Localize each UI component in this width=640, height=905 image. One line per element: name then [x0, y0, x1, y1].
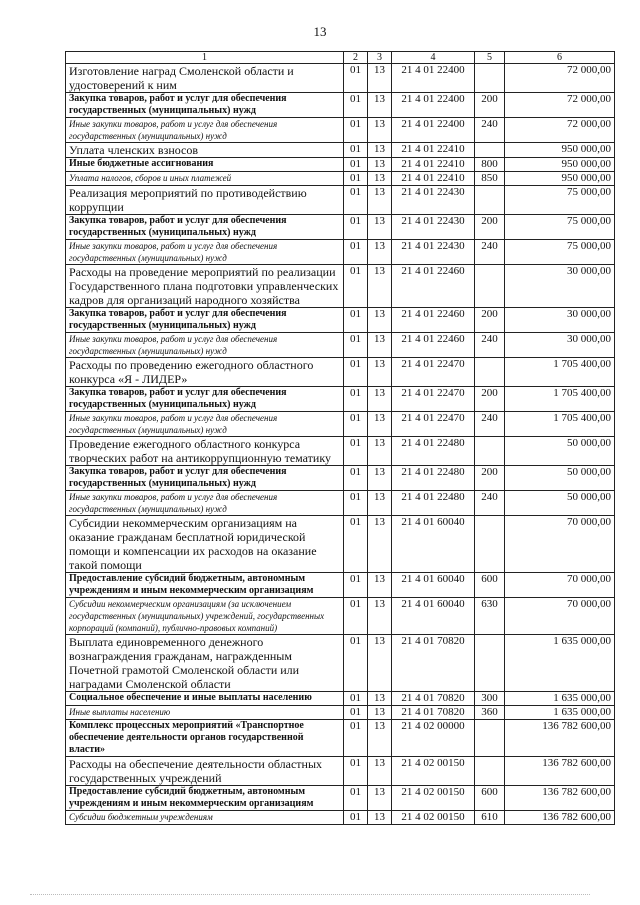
row-subsection-cell: 13: [368, 172, 392, 186]
table-row: [66, 240, 615, 265]
row-subsection-cell: 13: [368, 706, 392, 720]
row-target-code-cell: 21 4 01 22470: [392, 412, 475, 437]
row-target-code-cell: 21 4 01 22470: [392, 387, 475, 412]
bottom-dotted-line: [30, 894, 590, 895]
row-name-cell: Уплата налогов, сборов и иных платежей: [66, 172, 344, 186]
row-expense-type-cell: 600: [475, 573, 505, 598]
row-subsection-cell: 13: [368, 692, 392, 706]
table-row: [66, 412, 615, 437]
table-row: [66, 692, 615, 706]
table-row: [66, 786, 615, 811]
row-name-cell: Расходы на проведение мероприятий по реализации Государственного плана подготовки управленческих кадров для организаций народного хозяйства: [66, 265, 344, 308]
row-name-cell: Расходы по проведению ежегодного областного конкурса «Я - ЛИДЕР»: [66, 358, 344, 387]
row-section-cell: 01: [344, 692, 368, 706]
row-amount-cell: 1 635 000,00: [505, 635, 615, 692]
row-subsection-cell: 13: [368, 412, 392, 437]
row-amount-cell: 50 000,00: [505, 437, 615, 466]
row-section-cell: 01: [344, 720, 368, 757]
row-expense-type-cell: 300: [475, 692, 505, 706]
row-name-cell: Закупка товаров, работ и услуг для обеспечения государственных (муниципальных) нужд: [66, 93, 344, 118]
row-expense-type-cell: 800: [475, 158, 505, 172]
row-target-code-cell: 21 4 01 22460: [392, 333, 475, 358]
row-expense-type-cell: 240: [475, 333, 505, 358]
row-subsection-cell: 13: [368, 308, 392, 333]
row-section-cell: 01: [344, 308, 368, 333]
header-col-2: 2: [344, 52, 368, 64]
row-name-cell: Иные закупки товаров, работ и услуг для обеспечения государственных (муниципальных) нужд: [66, 491, 344, 516]
row-name-cell: Расходы на обеспечение деятельности областных государственных учреждений: [66, 757, 344, 786]
row-expense-type-cell: 200: [475, 308, 505, 333]
row-amount-cell: 30 000,00: [505, 308, 615, 333]
table-row: [66, 333, 615, 358]
row-subsection-cell: 13: [368, 118, 392, 143]
row-subsection-cell: 13: [368, 757, 392, 786]
row-subsection-cell: 13: [368, 158, 392, 172]
row-expense-type-cell: 850: [475, 172, 505, 186]
row-section-cell: 01: [344, 811, 368, 825]
row-amount-cell: 72 000,00: [505, 118, 615, 143]
table-row: [66, 186, 615, 215]
row-amount-cell: 950 000,00: [505, 143, 615, 158]
row-expense-type-cell: 600: [475, 786, 505, 811]
table-row: [66, 358, 615, 387]
row-subsection-cell: 13: [368, 437, 392, 466]
row-subsection-cell: 13: [368, 516, 392, 573]
row-name-cell: Иные закупки товаров, работ и услуг для обеспечения государственных (муниципальных) нужд: [66, 412, 344, 437]
row-name-cell: Предоставление субсидий бюджетным, автономным учреждениям и иным некоммерческим организациям: [66, 573, 344, 598]
row-target-code-cell: 21 4 01 70820: [392, 706, 475, 720]
row-amount-cell: 70 000,00: [505, 516, 615, 573]
table-row: [66, 706, 615, 720]
table-row: [66, 93, 615, 118]
row-subsection-cell: 13: [368, 466, 392, 491]
row-subsection-cell: 13: [368, 811, 392, 825]
header-col-4: 4: [392, 52, 475, 64]
table-row: [66, 215, 615, 240]
table-row: [66, 516, 615, 573]
row-name-cell: Закупка товаров, работ и услуг для обеспечения государственных (муниципальных) нужд: [66, 387, 344, 412]
header-col-5: 5: [475, 52, 505, 64]
row-amount-cell: 50 000,00: [505, 491, 615, 516]
row-name-cell: Субсидии некоммерческим организациям (за исключением государственных (муниципальных) учреждений, государственных корпораций (компаний), публично-правовых компаний): [66, 598, 344, 635]
row-subsection-cell: 13: [368, 64, 392, 93]
row-target-code-cell: 21 4 01 70820: [392, 635, 475, 692]
row-amount-cell: 70 000,00: [505, 573, 615, 598]
row-amount-cell: 72 000,00: [505, 64, 615, 93]
row-section-cell: 01: [344, 516, 368, 573]
row-section-cell: 01: [344, 412, 368, 437]
row-target-code-cell: 21 4 01 22480: [392, 491, 475, 516]
row-name-cell: Выплата единовременного денежного вознаграждения гражданам, награжденным Почетной грамотой Смоленской области или наградами Смоленской области: [66, 635, 344, 692]
row-section-cell: 01: [344, 635, 368, 692]
row-subsection-cell: 13: [368, 186, 392, 215]
row-name-cell: Проведение ежегодного областного конкурса творческих работ на антикоррупционную тематику: [66, 437, 344, 466]
row-subsection-cell: 13: [368, 358, 392, 387]
table-row: [66, 811, 615, 825]
row-expense-type-cell: [475, 143, 505, 158]
row-amount-cell: 1 705 400,00: [505, 387, 615, 412]
row-amount-cell: 1 705 400,00: [505, 412, 615, 437]
row-name-cell: Изготовление наград Смоленской области и удостоверений к ним: [66, 64, 344, 93]
row-expense-type-cell: 240: [475, 491, 505, 516]
table-row: [66, 491, 615, 516]
row-amount-cell: 136 782 600,00: [505, 757, 615, 786]
table-row: [66, 118, 615, 143]
row-amount-cell: 75 000,00: [505, 240, 615, 265]
row-target-code-cell: 21 4 02 00000: [392, 720, 475, 757]
row-section-cell: 01: [344, 466, 368, 491]
row-target-code-cell: 21 4 01 22470: [392, 358, 475, 387]
row-subsection-cell: 13: [368, 143, 392, 158]
table-row: [66, 757, 615, 786]
row-expense-type-cell: [475, 635, 505, 692]
row-expense-type-cell: 200: [475, 93, 505, 118]
row-section-cell: 01: [344, 706, 368, 720]
row-name-cell: Иные закупки товаров, работ и услуг для обеспечения государственных (муниципальных) нужд: [66, 240, 344, 265]
row-amount-cell: 1 635 000,00: [505, 692, 615, 706]
table-row: [66, 308, 615, 333]
row-expense-type-cell: 240: [475, 412, 505, 437]
table-row: [66, 387, 615, 412]
table-header-row: [66, 52, 615, 64]
row-section-cell: 01: [344, 64, 368, 93]
row-expense-type-cell: [475, 437, 505, 466]
header-col-3: 3: [368, 52, 392, 64]
row-section-cell: 01: [344, 387, 368, 412]
row-target-code-cell: 21 4 01 22400: [392, 93, 475, 118]
row-name-cell: Уплата членских взносов: [66, 143, 344, 158]
row-section-cell: 01: [344, 172, 368, 186]
row-expense-type-cell: 240: [475, 118, 505, 143]
row-target-code-cell: 21 4 01 22410: [392, 158, 475, 172]
row-amount-cell: 72 000,00: [505, 93, 615, 118]
row-section-cell: 01: [344, 358, 368, 387]
row-target-code-cell: 21 4 01 22410: [392, 172, 475, 186]
row-expense-type-cell: [475, 358, 505, 387]
row-amount-cell: 136 782 600,00: [505, 720, 615, 757]
row-section-cell: 01: [344, 186, 368, 215]
row-target-code-cell: 21 4 01 22410: [392, 143, 475, 158]
row-name-cell: Иные выплаты населению: [66, 706, 344, 720]
row-subsection-cell: 13: [368, 491, 392, 516]
row-name-cell: Социальное обеспечение и иные выплаты населению: [66, 692, 344, 706]
row-subsection-cell: 13: [368, 573, 392, 598]
row-amount-cell: 70 000,00: [505, 598, 615, 635]
table-row: [66, 265, 615, 308]
row-amount-cell: 30 000,00: [505, 333, 615, 358]
table-row: [66, 64, 615, 93]
header-col-1: 1: [66, 52, 344, 64]
row-section-cell: 01: [344, 491, 368, 516]
row-target-code-cell: 21 4 01 70820: [392, 692, 475, 706]
row-expense-type-cell: 630: [475, 598, 505, 635]
row-name-cell: Иные бюджетные ассигнования: [66, 158, 344, 172]
row-target-code-cell: 21 4 02 00150: [392, 786, 475, 811]
table-row: [66, 172, 615, 186]
row-target-code-cell: 21 4 01 60040: [392, 516, 475, 573]
row-target-code-cell: 21 4 01 60040: [392, 573, 475, 598]
row-name-cell: Иные закупки товаров, работ и услуг для обеспечения государственных (муниципальных) нужд: [66, 333, 344, 358]
row-amount-cell: 75 000,00: [505, 215, 615, 240]
row-target-code-cell: 21 4 02 00150: [392, 757, 475, 786]
row-subsection-cell: 13: [368, 786, 392, 811]
row-target-code-cell: 21 4 01 60040: [392, 598, 475, 635]
row-target-code-cell: 21 4 01 22480: [392, 466, 475, 491]
row-name-cell: Субсидии бюджетным учреждениям: [66, 811, 344, 825]
page-number: 13: [313, 24, 327, 39]
row-amount-cell: 1 635 000,00: [505, 706, 615, 720]
row-subsection-cell: 13: [368, 215, 392, 240]
row-expense-type-cell: 200: [475, 387, 505, 412]
row-subsection-cell: 13: [368, 240, 392, 265]
row-amount-cell: 30 000,00: [505, 265, 615, 308]
header-col-6: 6: [505, 52, 615, 64]
row-target-code-cell: 21 4 01 22430: [392, 240, 475, 265]
row-amount-cell: 75 000,00: [505, 186, 615, 215]
row-section-cell: 01: [344, 93, 368, 118]
row-target-code-cell: 21 4 01 22430: [392, 215, 475, 240]
row-name-cell: Реализация мероприятий по противодействию коррупции: [66, 186, 344, 215]
row-target-code-cell: 21 4 01 22400: [392, 118, 475, 143]
row-section-cell: 01: [344, 786, 368, 811]
row-amount-cell: 1 705 400,00: [505, 358, 615, 387]
row-section-cell: 01: [344, 437, 368, 466]
row-expense-type-cell: 200: [475, 466, 505, 491]
row-expense-type-cell: [475, 720, 505, 757]
row-subsection-cell: 13: [368, 333, 392, 358]
row-name-cell: Предоставление субсидий бюджетным, автономным учреждениям и иным некоммерческим организациям: [66, 786, 344, 811]
row-subsection-cell: 13: [368, 598, 392, 635]
row-expense-type-cell: [475, 516, 505, 573]
row-name-cell: Субсидии некоммерческим организациям на оказание гражданам бесплатной юридической помощи и компенсации их расходов на оказание такой помощи: [66, 516, 344, 573]
table-row: [66, 143, 615, 158]
row-subsection-cell: 13: [368, 720, 392, 757]
row-target-code-cell: 21 4 01 22460: [392, 308, 475, 333]
row-section-cell: 01: [344, 143, 368, 158]
row-name-cell: Комплекс процессных мероприятий «Транспортное обеспечение деятельности органов государственной власти»: [66, 720, 344, 757]
row-target-code-cell: 21 4 01 22460: [392, 265, 475, 308]
budget-table: [65, 51, 615, 825]
table-row: [66, 635, 615, 692]
row-section-cell: 01: [344, 573, 368, 598]
row-expense-type-cell: [475, 64, 505, 93]
row-amount-cell: 50 000,00: [505, 466, 615, 491]
row-expense-type-cell: 610: [475, 811, 505, 825]
table-row: [66, 598, 615, 635]
row-amount-cell: 950 000,00: [505, 172, 615, 186]
row-name-cell: Закупка товаров, работ и услуг для обеспечения государственных (муниципальных) нужд: [66, 466, 344, 491]
row-section-cell: 01: [344, 118, 368, 143]
row-section-cell: 01: [344, 240, 368, 265]
row-amount-cell: 136 782 600,00: [505, 811, 615, 825]
row-section-cell: 01: [344, 598, 368, 635]
row-target-code-cell: 21 4 01 22400: [392, 64, 475, 93]
row-expense-type-cell: [475, 757, 505, 786]
row-section-cell: 01: [344, 757, 368, 786]
row-name-cell: Закупка товаров, работ и услуг для обеспечения государственных (муниципальных) нужд: [66, 308, 344, 333]
row-section-cell: 01: [344, 265, 368, 308]
row-section-cell: 01: [344, 215, 368, 240]
row-amount-cell: 136 782 600,00: [505, 786, 615, 811]
table-row: [66, 466, 615, 491]
row-subsection-cell: 13: [368, 387, 392, 412]
row-name-cell: Закупка товаров, работ и услуг для обеспечения государственных (муниципальных) нужд: [66, 215, 344, 240]
row-target-code-cell: 21 4 01 22430: [392, 186, 475, 215]
row-expense-type-cell: 360: [475, 706, 505, 720]
table-body: [66, 64, 615, 825]
row-section-cell: 01: [344, 333, 368, 358]
row-expense-type-cell: [475, 265, 505, 308]
row-expense-type-cell: [475, 186, 505, 215]
row-subsection-cell: 13: [368, 265, 392, 308]
table-row: [66, 720, 615, 757]
table-row: [66, 573, 615, 598]
table-row: [66, 158, 615, 172]
row-expense-type-cell: 240: [475, 240, 505, 265]
row-target-code-cell: 21 4 02 00150: [392, 811, 475, 825]
row-section-cell: 01: [344, 158, 368, 172]
row-name-cell: Иные закупки товаров, работ и услуг для обеспечения государственных (муниципальных) нужд: [66, 118, 344, 143]
row-subsection-cell: 13: [368, 635, 392, 692]
row-subsection-cell: 13: [368, 93, 392, 118]
table-row: [66, 437, 615, 466]
row-amount-cell: 950 000,00: [505, 158, 615, 172]
row-expense-type-cell: 200: [475, 215, 505, 240]
row-target-code-cell: 21 4 01 22480: [392, 437, 475, 466]
